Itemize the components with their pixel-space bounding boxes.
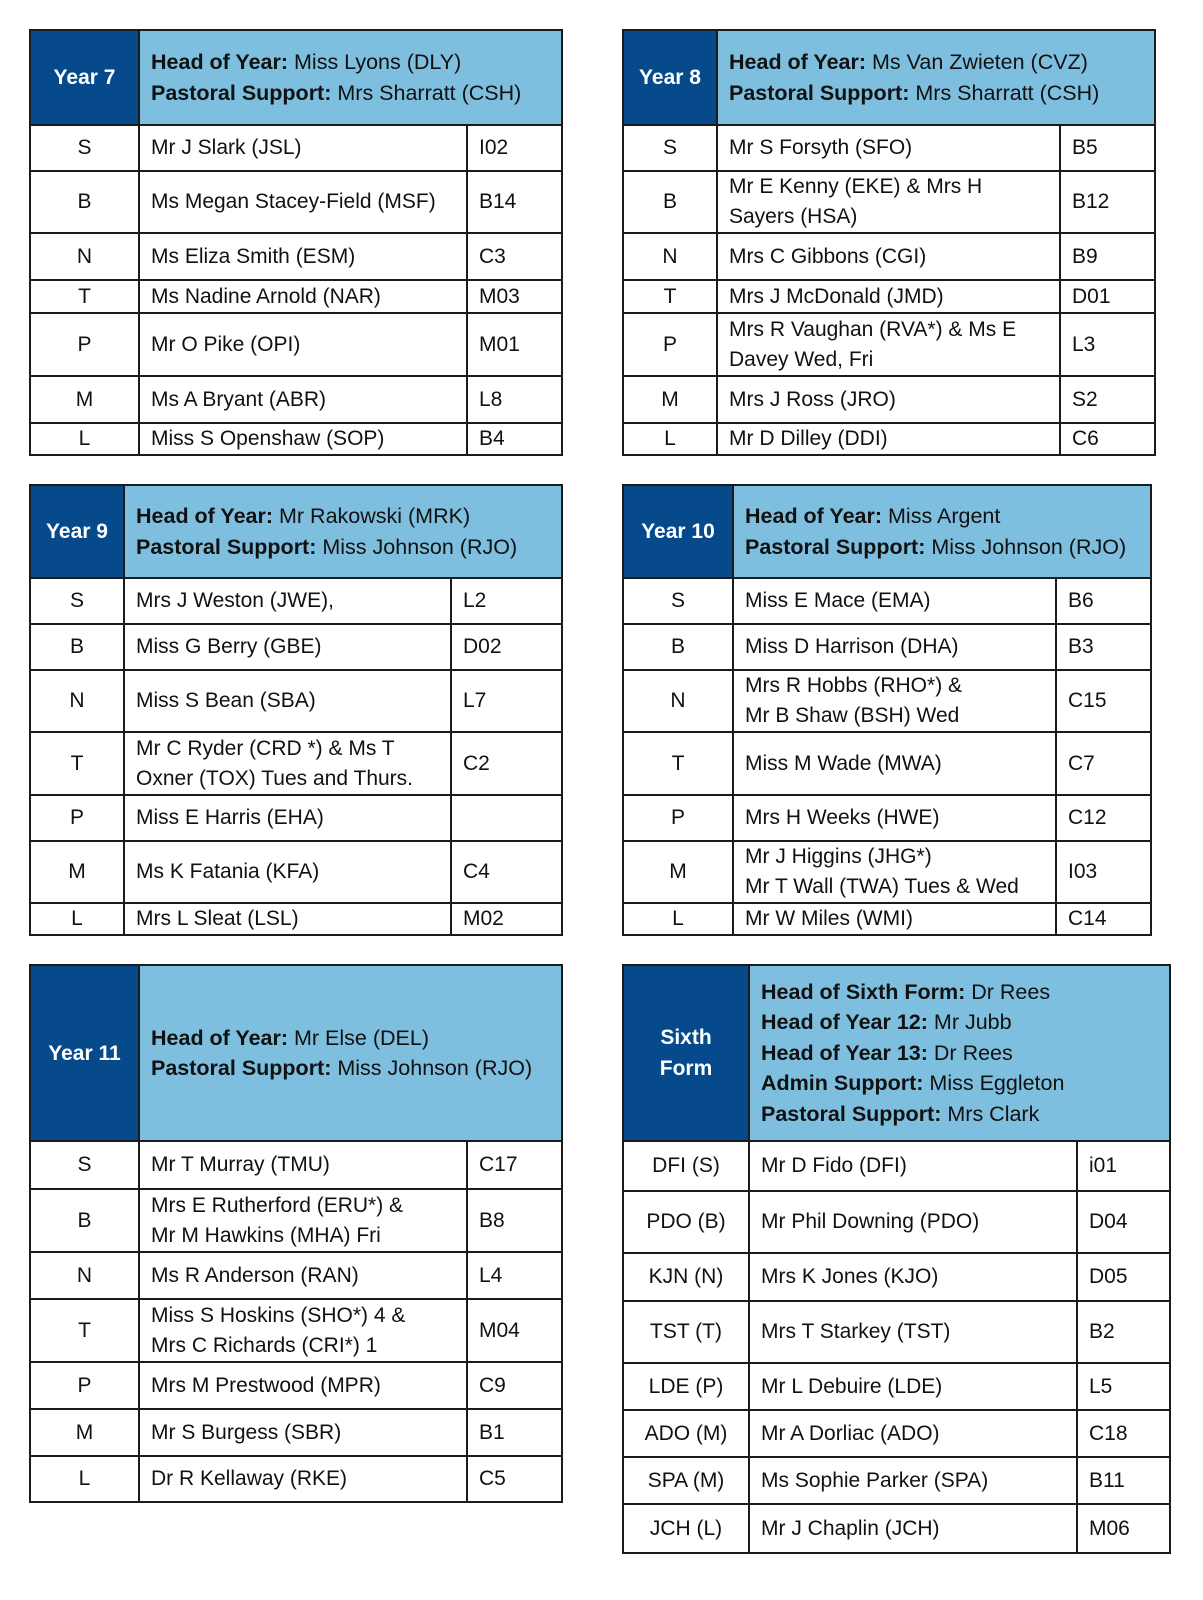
- room-code: M01: [467, 313, 562, 376]
- tutor-name-line-1: Mrs R Hobbs (RHO*) &: [745, 674, 963, 697]
- row-code: LDE (P): [623, 1363, 749, 1410]
- table-row: [30, 795, 562, 841]
- year-10-table: [622, 484, 1152, 936]
- tutor-name: Miss G Berry (GBE): [124, 624, 451, 670]
- head-of-year-line: Head of Year: Ms Van Zwieten (CVZ): [729, 50, 1088, 74]
- table-row: [623, 1363, 1170, 1410]
- tutor-name: Ms K Fatania (KFA): [124, 841, 451, 903]
- room-code: B3: [1056, 624, 1151, 670]
- tutor-name-line-1: Mr J Higgins (JHG*): [745, 845, 932, 868]
- row-code: N: [30, 670, 124, 732]
- tutor-name: [124, 732, 451, 795]
- room-code: S2: [1060, 376, 1155, 423]
- tutor-name: Miss D Harrison (DHA): [733, 624, 1056, 670]
- row-code: T: [623, 732, 733, 795]
- room-code: B8: [467, 1189, 562, 1252]
- tutor-name: Mr T Murray (TMU): [139, 1141, 467, 1189]
- tutor-name: Ms Megan Stacey-Field (MSF): [139, 171, 467, 233]
- tutor-name: Mrs M Prestwood (MPR): [139, 1362, 467, 1409]
- tutor-name: Mrs K Jones (KJO): [749, 1253, 1077, 1301]
- head-of-year-line: Head of Year: Mr Else (DEL): [151, 1025, 429, 1050]
- room-code: B12: [1060, 171, 1155, 233]
- table-row: [30, 624, 562, 670]
- row-code: L: [623, 423, 717, 455]
- row-code: B: [30, 171, 139, 233]
- table-row: [30, 578, 562, 624]
- row-code: SPA (M): [623, 1457, 749, 1504]
- tutor-name: Ms R Anderson (RAN): [139, 1252, 467, 1299]
- room-code: D01: [1060, 280, 1155, 313]
- row-code: N: [623, 670, 733, 732]
- table-row: [623, 125, 1155, 171]
- year-label: Year 10: [623, 485, 733, 578]
- year-8-table: [622, 29, 1156, 456]
- head-of-year-line: Head of Year: Mr Rakowski (MRK): [136, 504, 471, 528]
- table-row: [30, 233, 562, 280]
- row-code: M: [30, 841, 124, 903]
- row-code: M: [30, 376, 139, 423]
- pastoral-support-line: Pastoral Support: Mrs Sharratt (CSH): [151, 80, 522, 105]
- table-row: [623, 903, 1151, 935]
- head-of-year-13-line: Head of Year 13: Dr Rees: [761, 1040, 1013, 1065]
- row-code: N: [623, 233, 717, 280]
- row-code: B: [30, 624, 124, 670]
- room-code: I02: [467, 125, 562, 171]
- table-row: [623, 624, 1151, 670]
- room-code: M02: [451, 903, 562, 935]
- tutor-name: [139, 1189, 467, 1252]
- tutor-name: Mrs J Weston (JWE),: [124, 578, 451, 624]
- row-code: S: [623, 125, 717, 171]
- table-row: [623, 1504, 1170, 1553]
- head-of-year-line: Head of Year: Miss Lyons (DLY): [151, 50, 462, 74]
- table-row: [30, 280, 562, 313]
- year-label-line-2: Form: [659, 1057, 713, 1080]
- row-code: B: [30, 1189, 139, 1252]
- row-code: PDO (B): [623, 1191, 749, 1253]
- year-label: Year 7: [30, 30, 139, 125]
- staff-header: [139, 965, 562, 1141]
- row-code: P: [623, 795, 733, 841]
- tutor-name: Miss E Mace (EMA): [733, 578, 1056, 624]
- tutor-name: [733, 841, 1056, 903]
- table-row: [623, 732, 1151, 795]
- table-row: [30, 903, 562, 935]
- room-code: B1: [467, 1409, 562, 1456]
- room-code: L2: [451, 578, 562, 624]
- year-label: Year 9: [30, 485, 124, 578]
- table-row: [623, 1301, 1170, 1363]
- room-code: M06: [1077, 1504, 1170, 1553]
- head-of-year-line: Head of Year: Miss Argent: [745, 504, 1001, 528]
- row-code: B: [623, 171, 717, 233]
- room-code: B2: [1077, 1301, 1170, 1363]
- tutor-name-line-1: Mr C Ryder (CRD *) & Ms T: [136, 736, 395, 760]
- row-code: KJN (N): [623, 1253, 749, 1301]
- row-code: N: [30, 1252, 139, 1299]
- row-code: T: [30, 1299, 139, 1362]
- tutor-name: Mrs T Starkey (TST): [749, 1301, 1077, 1363]
- pastoral-support-line: Pastoral Support: Miss Johnson (RJO): [151, 1056, 533, 1080]
- tutor-name: [733, 670, 1056, 732]
- room-code: L4: [467, 1252, 562, 1299]
- table-row: [623, 670, 1151, 732]
- room-code: D04: [1077, 1191, 1170, 1253]
- tutor-name-line-2: Mr M Hawkins (MHA) Fri: [151, 1223, 381, 1247]
- row-code: L: [30, 1456, 139, 1502]
- tutor-name: Mr S Forsyth (SFO): [717, 125, 1060, 171]
- room-code: C6: [1060, 423, 1155, 455]
- room-code: C15: [1056, 670, 1151, 732]
- room-code: B4: [467, 423, 562, 455]
- table-row: [30, 1141, 562, 1189]
- tutor-name-line-1: Miss S Hoskins (SHO*) 4 &: [151, 1303, 406, 1327]
- tutor-name: Mr O Pike (OPI): [139, 313, 467, 376]
- room-code: C17: [467, 1141, 562, 1189]
- tutor-name: Mrs C Gibbons (CGI): [717, 233, 1060, 280]
- table-row: [623, 1253, 1170, 1301]
- tutor-name: Mr J Chaplin (JCH): [749, 1504, 1077, 1553]
- staff-header: [717, 30, 1155, 125]
- room-code: B14: [467, 171, 562, 233]
- staff-header: [733, 485, 1151, 578]
- year-label: Year 11: [30, 965, 139, 1141]
- table-row: [623, 841, 1151, 903]
- tutor-name: Ms Eliza Smith (ESM): [139, 233, 467, 280]
- sixth-form-table: [622, 964, 1171, 1554]
- pastoral-support-line: Pastoral Support: Mrs Clark: [761, 1101, 1040, 1126]
- row-code: JCH (L): [623, 1504, 749, 1553]
- row-code: DFI (S): [623, 1141, 749, 1191]
- tutor-name: Mrs H Weeks (HWE): [733, 795, 1056, 841]
- room-code: C14: [1056, 903, 1151, 935]
- row-code: M: [623, 376, 717, 423]
- room-code: D05: [1077, 1253, 1170, 1301]
- room-code: B11: [1077, 1457, 1170, 1504]
- table-row: [623, 1410, 1170, 1457]
- year-label: [623, 965, 749, 1141]
- table-row: [30, 670, 562, 732]
- table-row: [623, 1191, 1170, 1253]
- room-code: C2: [451, 732, 562, 795]
- tutor-name-line-1: Mrs E Rutherford (ERU*) &: [151, 1193, 404, 1217]
- staff-header: [749, 965, 1170, 1141]
- table-row: [623, 313, 1155, 376]
- tutor-name: Miss M Wade (MWA): [733, 732, 1056, 795]
- row-code: L: [623, 903, 733, 935]
- table-row: [30, 1189, 562, 1252]
- room-code: L3: [1060, 313, 1155, 376]
- tutor-name: Mr D Dilley (DDI): [717, 423, 1060, 455]
- table-row: [623, 578, 1151, 624]
- room-code: C7: [1056, 732, 1151, 795]
- room-code: D02: [451, 624, 562, 670]
- tutor-name: Ms A Bryant (ABR): [139, 376, 467, 423]
- row-code: S: [30, 125, 139, 171]
- table-row: [30, 841, 562, 903]
- tutor-name-line-2: Sayers (HSA): [729, 205, 858, 228]
- table-row: [30, 376, 562, 423]
- tutor-name-line-1: Mrs R Vaughan (RVA*) & Ms E: [729, 317, 1017, 341]
- tutor-name: Miss E Harris (EHA): [124, 795, 451, 841]
- tutor-name: Mrs J McDonald (JMD): [717, 280, 1060, 313]
- pastoral-support-line: Pastoral Support: Miss Johnson (RJO): [136, 534, 518, 559]
- room-code: C3: [467, 233, 562, 280]
- tutor-name: Ms Sophie Parker (SPA): [749, 1457, 1077, 1504]
- table-row: [623, 1141, 1170, 1191]
- room-code: C4: [451, 841, 562, 903]
- table-row: [623, 1457, 1170, 1504]
- row-code: M: [623, 841, 733, 903]
- head-of-year-12-line: Head of Year 12: Mr Jubb: [761, 1010, 1012, 1035]
- tutor-name: Miss S Openshaw (SOP): [139, 423, 467, 455]
- row-code: P: [623, 313, 717, 376]
- room-code: B9: [1060, 233, 1155, 280]
- head-of-sixth-form-line: Head of Sixth Form: Dr Rees: [761, 979, 1051, 1004]
- tutor-name: [139, 1299, 467, 1362]
- room-code: C9: [467, 1362, 562, 1409]
- row-code: ADO (M): [623, 1410, 749, 1457]
- tutor-name: Mr S Burgess (SBR): [139, 1409, 467, 1456]
- tutor-name-line-2: Mr B Shaw (BSH) Wed: [745, 704, 960, 727]
- table-row: [30, 732, 562, 795]
- tutor-name: Dr R Kellaway (RKE): [139, 1456, 467, 1502]
- tutor-name: Mr J Slark (JSL): [139, 125, 467, 171]
- room-code: M04: [467, 1299, 562, 1362]
- tutor-name: Mrs L Sleat (LSL): [124, 903, 451, 935]
- table-row: [30, 125, 562, 171]
- room-code: L8: [467, 376, 562, 423]
- tutor-name: Mr L Debuire (LDE): [749, 1363, 1077, 1410]
- row-code: T: [30, 280, 139, 313]
- year-11-table: [29, 964, 563, 1503]
- table-row: [623, 280, 1155, 313]
- row-code: L: [30, 423, 139, 455]
- room-code: C12: [1056, 795, 1151, 841]
- table-row: [623, 795, 1151, 841]
- room-code: L7: [451, 670, 562, 732]
- table-row: [623, 171, 1155, 233]
- room-code: [451, 795, 562, 841]
- tutor-name: Mr D Fido (DFI): [749, 1141, 1077, 1191]
- tutor-name-line-2: Mr T Wall (TWA) Tues & Wed: [745, 875, 1019, 898]
- room-code: I03: [1056, 841, 1151, 903]
- room-code: B5: [1060, 125, 1155, 171]
- staff-header: [124, 485, 562, 578]
- row-code: M: [30, 1409, 139, 1456]
- tutor-name-line-2: Davey Wed, Fri: [729, 347, 874, 371]
- table-row: [30, 1456, 562, 1502]
- row-code: P: [30, 313, 139, 376]
- tutor-name: Mr W Miles (WMI): [733, 903, 1056, 935]
- tutor-name: [717, 171, 1060, 233]
- row-code: P: [30, 1362, 139, 1409]
- table-row: [30, 171, 562, 233]
- row-code: N: [30, 233, 139, 280]
- row-code: L: [30, 903, 124, 935]
- row-code: S: [30, 1141, 139, 1189]
- year-label-line-1: Sixth: [660, 1026, 712, 1049]
- tutor-name: [717, 313, 1060, 376]
- year-label: Year 8: [623, 30, 717, 125]
- row-code: TST (T): [623, 1301, 749, 1363]
- tutor-name-line-1: Mr E Kenny (EKE) & Mrs H: [729, 175, 983, 198]
- room-code: i01: [1077, 1141, 1170, 1191]
- tutor-name: Mr Phil Downing (PDO): [749, 1191, 1077, 1253]
- row-code: T: [30, 732, 124, 795]
- room-code: L5: [1077, 1363, 1170, 1410]
- tutor-name-line-2: Mrs C Richards (CRI*) 1: [151, 1333, 378, 1357]
- room-code: M03: [467, 280, 562, 313]
- row-code: B: [623, 624, 733, 670]
- tutor-name: Ms Nadine Arnold (NAR): [139, 280, 467, 313]
- table-header-row: [623, 485, 1151, 578]
- table-header-row: [30, 965, 562, 1141]
- table-header-row: [623, 965, 1170, 1141]
- table-row: [30, 1409, 562, 1456]
- table-header-row: [30, 30, 562, 125]
- table-row: [30, 313, 562, 376]
- row-code: S: [30, 578, 124, 624]
- row-code: P: [30, 795, 124, 841]
- table-row: [30, 1299, 562, 1362]
- table-row: [30, 1252, 562, 1299]
- room-code: B6: [1056, 578, 1151, 624]
- table-row: [30, 1362, 562, 1409]
- tutor-name: Mr A Dorliac (ADO): [749, 1410, 1077, 1457]
- table-row: [623, 376, 1155, 423]
- tutor-name: Mrs J Ross (JRO): [717, 376, 1060, 423]
- pastoral-support-line: Pastoral Support: Mrs Sharratt (CSH): [729, 80, 1100, 105]
- table-row: [623, 423, 1155, 455]
- admin-support-line: Admin Support: Miss Eggleton: [761, 1071, 1065, 1096]
- tutor-name-line-2: Oxner (TOX) Tues and Thurs.: [136, 766, 413, 790]
- pastoral-support-line: Pastoral Support: Miss Johnson (RJO): [745, 534, 1127, 559]
- row-code: S: [623, 578, 733, 624]
- table-header-row: [623, 30, 1155, 125]
- table-row: [30, 423, 562, 455]
- row-code: T: [623, 280, 717, 313]
- tutor-name: Miss S Bean (SBA): [124, 670, 451, 732]
- year-9-table: [29, 484, 563, 936]
- year-7-table: [29, 29, 563, 456]
- room-code: C18: [1077, 1410, 1170, 1457]
- table-header-row: [30, 485, 562, 578]
- room-code: C5: [467, 1456, 562, 1502]
- table-row: [623, 233, 1155, 280]
- staff-header: [139, 30, 562, 125]
